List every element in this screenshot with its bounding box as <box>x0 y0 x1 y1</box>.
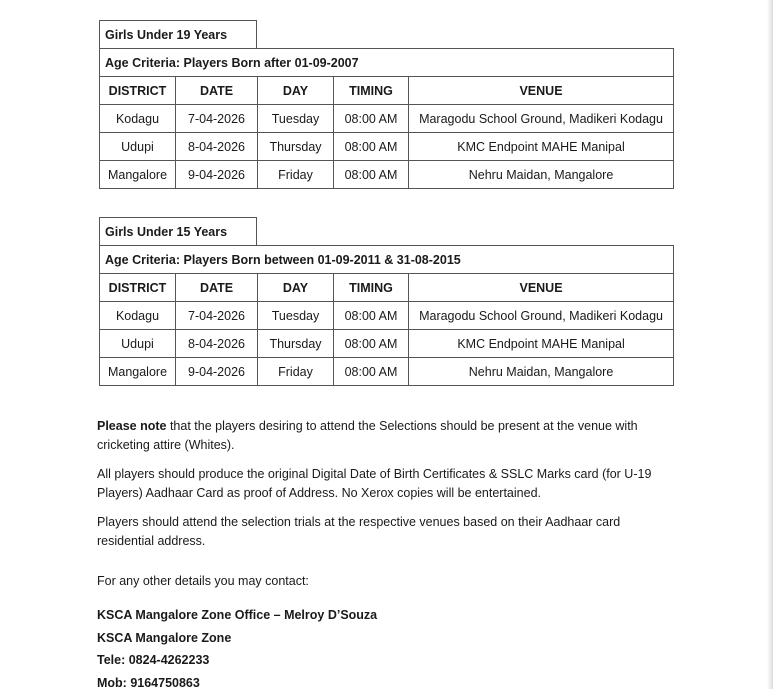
contact-zone: KSCA Mangalore Zone <box>97 627 377 650</box>
date-cell: 7-04-2026 <box>176 105 258 133</box>
date-cell: 7-04-2026 <box>176 302 258 330</box>
timing-cell: 08:00 AM <box>334 358 409 386</box>
venue-cell: Nehru Maidan, Mangalore <box>409 161 674 189</box>
timing-cell: 08:00 AM <box>334 330 409 358</box>
timing-cell: 08:00 AM <box>334 302 409 330</box>
col-date-header: DATE <box>176 274 258 302</box>
date-cell: 9-04-2026 <box>176 358 258 386</box>
timing-cell: 08:00 AM <box>334 133 409 161</box>
residence-note: Players should attend the selection trials at the respective venues based on their Aadhaar card residential address. <box>97 513 677 551</box>
col-date-header: DATE <box>176 77 258 105</box>
table-row <box>100 330 674 358</box>
contact-block <box>97 604 377 694</box>
district-cell: Kodagu <box>100 302 176 330</box>
day-cell: Thursday <box>258 330 334 358</box>
u15-age-criteria: Age Criteria: Players Born between 01-09-2011 & 31-08-2015 <box>100 246 674 274</box>
u15-schedule-table <box>99 245 674 386</box>
contact-mobile: Mob: 9164750863 <box>97 672 377 694</box>
u19-section <box>99 20 673 189</box>
note-emphasis: Please note <box>97 419 166 433</box>
col-day-header: DAY <box>258 274 334 302</box>
u19-caption: Girls Under 19 Years <box>99 20 257 48</box>
notes-block <box>97 417 677 561</box>
criteria-row <box>100 246 674 274</box>
day-cell: Friday <box>258 161 334 189</box>
col-day-header: DAY <box>258 77 334 105</box>
district-cell: Udupi <box>100 330 176 358</box>
table-row <box>100 302 674 330</box>
district-cell: Kodagu <box>100 105 176 133</box>
col-timing-header: TIMING <box>334 77 409 105</box>
u19-schedule-table <box>99 48 674 189</box>
header-row <box>100 77 674 105</box>
venue-cell: Nehru Maidan, Mangalore <box>409 358 674 386</box>
district-cell: Mangalore <box>100 161 176 189</box>
table-row <box>100 105 674 133</box>
note-text: that the players desiring to attend the Selections should be present at the venue with cricketing attire (Whites). <box>97 419 638 452</box>
col-timing-header: TIMING <box>334 274 409 302</box>
district-cell: Udupi <box>100 133 176 161</box>
col-district-header: DISTRICT <box>100 274 176 302</box>
u15-section <box>99 217 673 386</box>
table-row <box>100 358 674 386</box>
documents-note: All players should produce the original Digital Date of Birth Certificates & SSLC Marks card (for U-19 Players) Aadhaar Card as proof of Address. No Xerox copies will be entertained. <box>97 465 677 503</box>
day-cell: Tuesday <box>258 105 334 133</box>
attire-note <box>97 417 677 455</box>
date-cell: 9-04-2026 <box>176 161 258 189</box>
contact-intro: For any other details you may contact: <box>97 574 309 588</box>
contact-telephone: Tele: 0824-4262233 <box>97 649 377 672</box>
day-cell: Thursday <box>258 133 334 161</box>
venue-cell: KMC Endpoint MAHE Manipal <box>409 133 674 161</box>
date-cell: 8-04-2026 <box>176 330 258 358</box>
venue-cell: Maragodu School Ground, Madikeri Kodagu <box>409 105 674 133</box>
date-cell: 8-04-2026 <box>176 133 258 161</box>
col-venue-header: VENUE <box>409 77 674 105</box>
contact-office: KSCA Mangalore Zone Office – Melroy D’Souza <box>97 604 377 627</box>
venue-cell: KMC Endpoint MAHE Manipal <box>409 330 674 358</box>
col-venue-header: VENUE <box>409 274 674 302</box>
day-cell: Tuesday <box>258 302 334 330</box>
u19-age-criteria: Age Criteria: Players Born after 01-09-2007 <box>100 49 674 77</box>
u15-caption: Girls Under 15 Years <box>99 217 257 245</box>
col-district-header: DISTRICT <box>100 77 176 105</box>
table-row <box>100 161 674 189</box>
district-cell: Mangalore <box>100 358 176 386</box>
criteria-row <box>100 49 674 77</box>
table-row <box>100 133 674 161</box>
header-row <box>100 274 674 302</box>
venue-cell: Maragodu School Ground, Madikeri Kodagu <box>409 302 674 330</box>
timing-cell: 08:00 AM <box>334 161 409 189</box>
timing-cell: 08:00 AM <box>334 105 409 133</box>
page-edge <box>767 0 773 689</box>
day-cell: Friday <box>258 358 334 386</box>
